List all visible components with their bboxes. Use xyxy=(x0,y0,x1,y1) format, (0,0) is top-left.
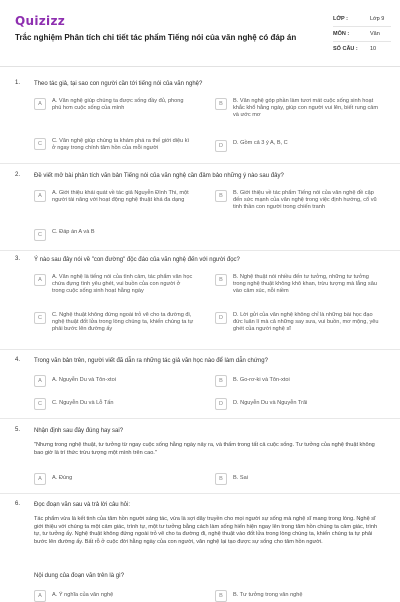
option-text: B. Văn nghệ góp phần làm tươi mát cuộc sống sinh hoạt khắc khổ hằng ngày, giúp con người vui lên, biết rung cảm và ước mơ xyxy=(233,98,379,118)
option-letter-box: A xyxy=(34,473,46,485)
meta-divider xyxy=(333,41,391,42)
option-text: A. Nguyễn Du và Tôn-xtoi xyxy=(52,377,116,383)
option-text: A. Đúng xyxy=(52,475,73,481)
question-text: Đọc đoạn văn sau và trả lời câu hỏi: xyxy=(34,502,130,508)
option-letter-box: B xyxy=(215,590,227,602)
question-text: Đề viết mở bài phân tích văn bản Tiếng nói của văn nghệ cần đảm bảo những ý nào sau đây? xyxy=(34,173,284,179)
answer-option[interactable] xyxy=(34,312,194,333)
option-letter-box: C xyxy=(34,312,46,324)
option-text: B. Go-rơ-ki và Tôn-xtoi xyxy=(233,377,290,383)
answer-option[interactable] xyxy=(215,398,380,410)
option-letter-box: B xyxy=(215,274,227,286)
answer-option[interactable] xyxy=(34,375,194,387)
meta-count-label: SỐ CÂU : xyxy=(333,46,358,52)
question-divider xyxy=(0,250,400,251)
answer-option[interactable] xyxy=(34,590,194,602)
question-number: 6. xyxy=(15,501,21,507)
option-text: C. Đáp án A và B xyxy=(52,229,95,235)
header-divider xyxy=(0,66,400,67)
option-letter-box: A xyxy=(34,590,46,602)
option-letter-box: B xyxy=(215,375,227,387)
answer-option[interactable] xyxy=(34,190,194,204)
option-letter-box: A xyxy=(34,98,46,110)
quiz-header xyxy=(0,0,400,66)
question-number: 1. xyxy=(15,80,21,86)
answer-option[interactable] xyxy=(34,473,194,485)
answer-option[interactable] xyxy=(34,98,194,112)
option-letter-box: B xyxy=(215,190,227,202)
answer-option[interactable] xyxy=(34,229,194,241)
option-text: C. Nghệ thuật không đứng ngoài trỏ vẽ cho ta đường đi, nghệ thuật đốt lửa trong lòng chúng ta, khiến chúng ta tự phải bước lên đường ấy xyxy=(52,312,194,332)
option-text: C. Văn nghệ giúp chúng ta khám phá ra thế giới diệu kì ở ngay trong chính tâm hồn của mỗi người xyxy=(52,138,190,151)
option-text: D. Gồm cả 3 ý A, B, C xyxy=(233,140,288,146)
question-text: Trong văn bản trên, người viết đã dẫn ra những tác giả văn học nào để làm dẫn chứng? xyxy=(34,358,268,364)
answer-option[interactable] xyxy=(215,473,380,485)
question-divider xyxy=(0,349,400,350)
option-letter-box: A xyxy=(34,375,46,387)
option-letter-box: A xyxy=(34,274,46,286)
question-number: 2. xyxy=(15,172,21,178)
question-quote: "Nhưng trong nghệ thuật, tư tưởng từ ngay cuộc sống hằng ngày nảy ra, và thấm trong tất cả cuộc sống. Tư tưởng của nghệ thuật không bao giờ là trí thức trừu tượng một mình trên cao." xyxy=(34,442,375,456)
question-number: 3. xyxy=(15,256,21,262)
option-text: A. Giới thiệu khái quát về tác giả Nguyễn Đình Thi, một người tài năng với hoạt động nghệ thuật khá đa dạng xyxy=(52,190,189,203)
quizizz-logo: Quizizz xyxy=(15,14,66,28)
answer-option[interactable] xyxy=(34,138,194,152)
option-text: B. Tư tưởng trong văn nghệ xyxy=(233,592,303,598)
answer-option[interactable] xyxy=(34,274,194,295)
question-divider xyxy=(0,163,400,164)
option-text: D. Nguyễn Du và Nguyễn Trãi xyxy=(233,400,308,406)
question-text: Theo tác giả, tại sao con người cần tới tiếng nói của văn nghệ? xyxy=(34,81,203,87)
answer-option[interactable] xyxy=(34,398,194,410)
question-subtext: Nội dung của đoạn văn trên là gì? xyxy=(34,573,125,579)
option-letter-box: C xyxy=(34,138,46,150)
option-letter-box: C xyxy=(34,229,46,241)
answer-option[interactable] xyxy=(215,140,380,152)
question-text: Nhận định sau đây đúng hay sai? xyxy=(34,428,124,434)
question-divider xyxy=(0,418,400,419)
meta-count-value: 10 xyxy=(370,46,377,52)
meta-subject-label: MÔN : xyxy=(333,31,350,37)
option-text: A. Văn nghệ là tiếng nói của tình cảm, tác phẩm văn học chứa đựng tình yêu ghét, vui buồn của con người ở trong cuộc sống sinh hoạt hằng ngày xyxy=(52,274,193,294)
question-text: Ý nào sau đây nói về "con đường" độc đáo của văn nghệ đến với người đọc? xyxy=(34,257,240,263)
page-title: Trắc nghiệm Phân tích chi tiết tác phẩm Tiếng nói của văn nghệ có đáp án xyxy=(15,33,297,42)
option-text: B. Giới thiệu về tác phẩm Tiếng nói của văn nghệ đề cập đến sức mạnh của văn nghệ trong việc định hướng, cổ vũ tinh thần con người trong chiến tranh xyxy=(233,190,377,210)
question-divider xyxy=(0,493,400,494)
answer-option[interactable] xyxy=(215,190,380,211)
option-text: A. Văn nghệ giúp chúng ta được sống đầy đủ, phong phú hơn cuộc sống của mình xyxy=(52,98,184,111)
question-number: 4. xyxy=(15,357,21,363)
answer-option[interactable] xyxy=(215,312,380,333)
answer-option[interactable] xyxy=(215,98,380,119)
option-text: A. Ý nghĩa của văn nghệ xyxy=(52,592,114,598)
meta-grade-value: Lớp 9 xyxy=(370,16,385,22)
option-letter-box: D xyxy=(215,398,227,410)
option-text: B. Nghệ thuật nói nhiều đến tư tưởng, những tư tưởng trong nghệ thuật không khô khan, trừu tượng mà lắng sâu vào cảm xúc, nỗi niềm xyxy=(233,274,377,294)
option-letter-box: D xyxy=(215,312,227,324)
option-letter-box: C xyxy=(34,398,46,410)
meta-grade-label: LỚP : xyxy=(333,16,348,22)
option-letter-box: B xyxy=(215,473,227,485)
question-number: 5. xyxy=(15,427,21,433)
answer-option[interactable] xyxy=(215,274,380,295)
answer-option[interactable] xyxy=(215,590,380,602)
answer-option[interactable] xyxy=(215,375,380,387)
option-letter-box: D xyxy=(215,140,227,152)
meta-divider xyxy=(333,26,391,27)
option-letter-box: A xyxy=(34,190,46,202)
option-text: D. Lời gửi của văn nghệ không chỉ là những bài học đạo đức luân lí mà cả những say sưa, vui buồn, mơ mộng, yêu ghét của người nghệ sĩ xyxy=(233,312,379,332)
option-text: B. Sai xyxy=(233,475,248,481)
meta-subject-value: Văn xyxy=(370,31,380,37)
option-letter-box: B xyxy=(215,98,227,110)
option-text: C. Nguyễn Du và Lỗ Tấn xyxy=(52,400,114,406)
question-quote: Tác phẩm vừa là kết tinh của tâm hồn người sáng tác, vừa là sợi dây truyền cho mọi người sự sống mà nghệ sĩ mang trong lòng. Nghệ sĩ giới thiệu với chúng ta một cảm giác, trình tự, một tư tưởng bằng cách làm sống hiến hiện ngay lên trong tâm hồn chúng ta cảm giác, trình tự, tư tưởng ấy. Nghệ thuật không đứng ngoài trỏ vẽ cho ta đường đi, nghệ thuật vào đốt lửa trong lòng chúng ta, khiến chúng ta tự phải bước lên đường ấy. Bất rỗ ở cuộc đời hằng ngày của con người, văn nghệ lại tạo được sự sống cho tâm hồn người. xyxy=(34,516,378,545)
